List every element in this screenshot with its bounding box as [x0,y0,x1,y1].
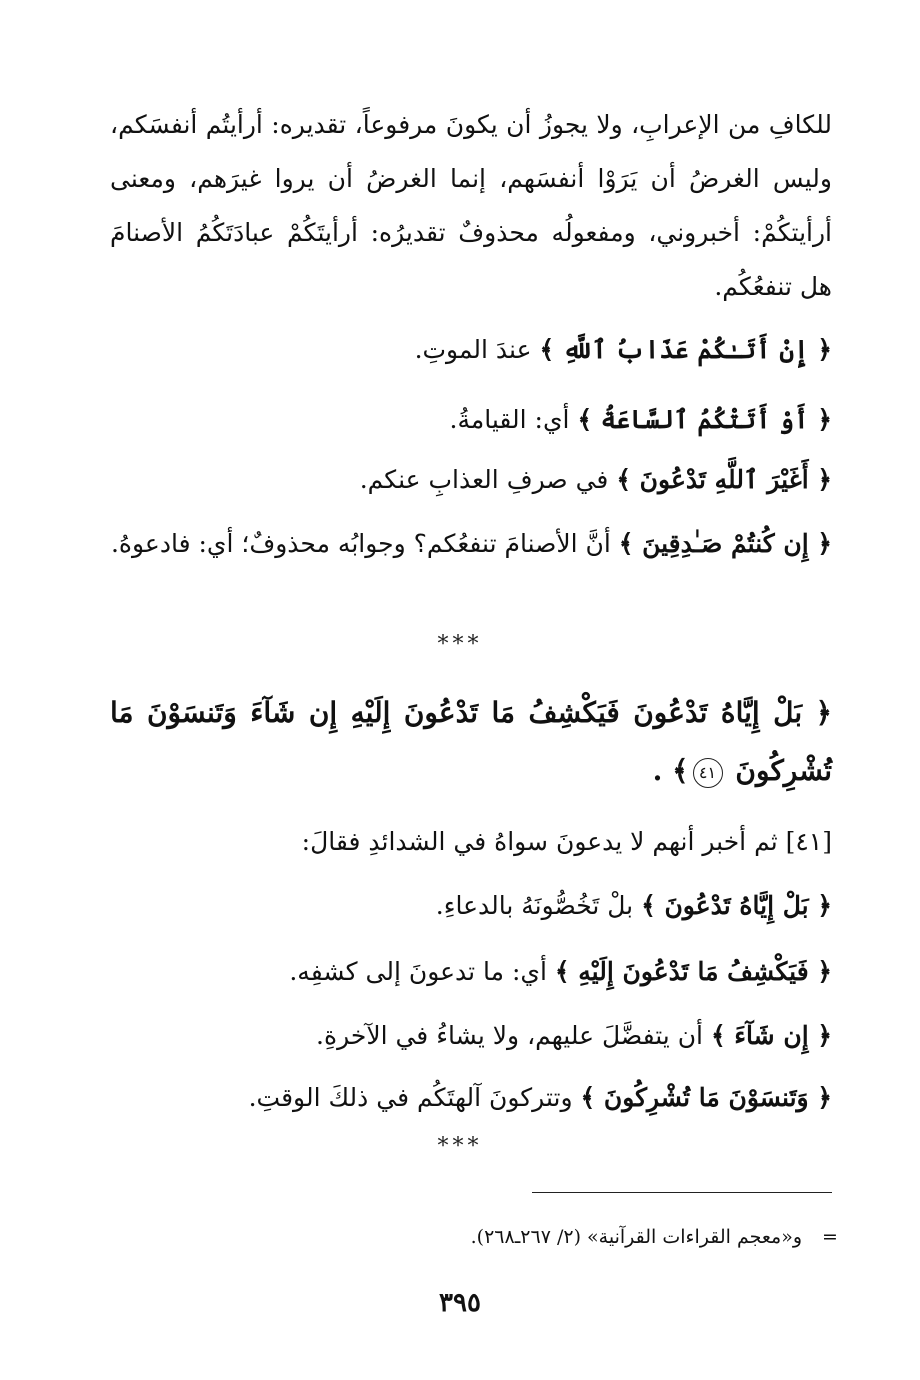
commentary-item [289,952,832,992]
main-verse [110,684,832,800]
commentary-item [436,886,832,926]
ayah-number-marker: ٤١ [693,758,723,788]
quran-quote: ﴿ إِن كُنتُمْ صَـٰدِقِينَ ﴾ [618,529,832,558]
quran-quote: ﴿ أَغَيْرَ ٱللَّهِ تَدْعُونَ ﴾ [616,465,832,494]
footnote-text: و«معجم القراءات القرآنية» (٢/ ٢٦٧ـ٢٦٨). [470,1226,802,1248]
quran-quote: ﴿ فَيَكْشِفُ مَا تَدْعُونَ إِلَيْهِ ﴾ [554,957,832,986]
footnote-divider [532,1192,832,1193]
verse-note [360,460,832,500]
tafsir-paragraph: للكافِ من الإعرابِ، ولا يجوزُ أن يكونَ مرفوعاً، تقديره: أرأيتُم أنفسَكم، وليس الغرضُ أن يَرَوْا أنفسَهم، إنما الغرضُ أن يروا غيرَهم، ومعنى أرأيتكُمْ: أخبروني، ومفعولُه محذوفٌ تقديرُه: أرأيتَكُمْ عبادَتَكُمُ الأصنامَ هل تنفعُكُم. [110,110,832,301]
verse-close: ﴾ . [652,754,689,787]
quran-quote: ﴿ وَتَنسَوْنَ مَا تُشْرِكُونَ ﴾ [580,1083,832,1112]
quran-quote: ﴿ إِن شَآءَ ﴾ [710,1021,832,1050]
note-text: أي: ما تدعونَ إلى كشفِه. [289,957,555,986]
verse-note [415,330,832,370]
footnote-continuation-mark: = [822,1226,838,1248]
commentary-item [316,1016,832,1056]
note-text: أنَّ الأصنامَ تنفعُكم؟ وجوابُه محذوفٌ؛ أي: فادعوهُ. [110,529,619,558]
verse-text: ﴿ بَلْ إِيَّاهُ تَدْعُونَ فَيَكْشِفُ مَا تَدْعُونَ إِلَيْهِ إِن شَآءَ وَتَنسَوْنَ مَا تُشْرِكُونَ [110,696,832,787]
note-text: بلْ تَخُصُّونَهُ بالدعاءِ. [435,891,642,920]
note-text: أي: القيامةُ. [449,405,578,434]
quran-quote: ﴿ أَوْ أَتَتْكُمُ ٱلسَّاعَةُ ﴾ [577,405,832,434]
section-separator: *** [437,1134,483,1159]
note-text: أن يتفضَّلَ عليهم، ولا يشاءُ في الآخرةِ. [316,1021,711,1050]
quran-quote: ﴿ إِنْ أَتَـٰكُمْ عَذَابُ ٱللَّهِ ﴾ [539,335,832,364]
verse-note [110,518,832,570]
commentary-item [249,1078,832,1118]
note-text: في صرفِ العذابِ عنكم. [359,465,617,494]
section-separator: *** [437,632,483,657]
note-text: عندَ الموتِ. [414,335,540,364]
page-number: ٣٩٥ [439,1288,481,1318]
note-text: وتتركونَ آلهتَكُم في ذلكَ الوقتِ. [248,1083,581,1112]
commentary-intro: [٤١] ثم أخبر أنهم لا يدعونَ سواهُ في الشدائدِ فقالَ: [301,827,832,856]
quran-quote: ﴿ بَلْ إِيَّاهُ تَدْعُونَ ﴾ [641,891,832,920]
verse-note [450,400,833,440]
